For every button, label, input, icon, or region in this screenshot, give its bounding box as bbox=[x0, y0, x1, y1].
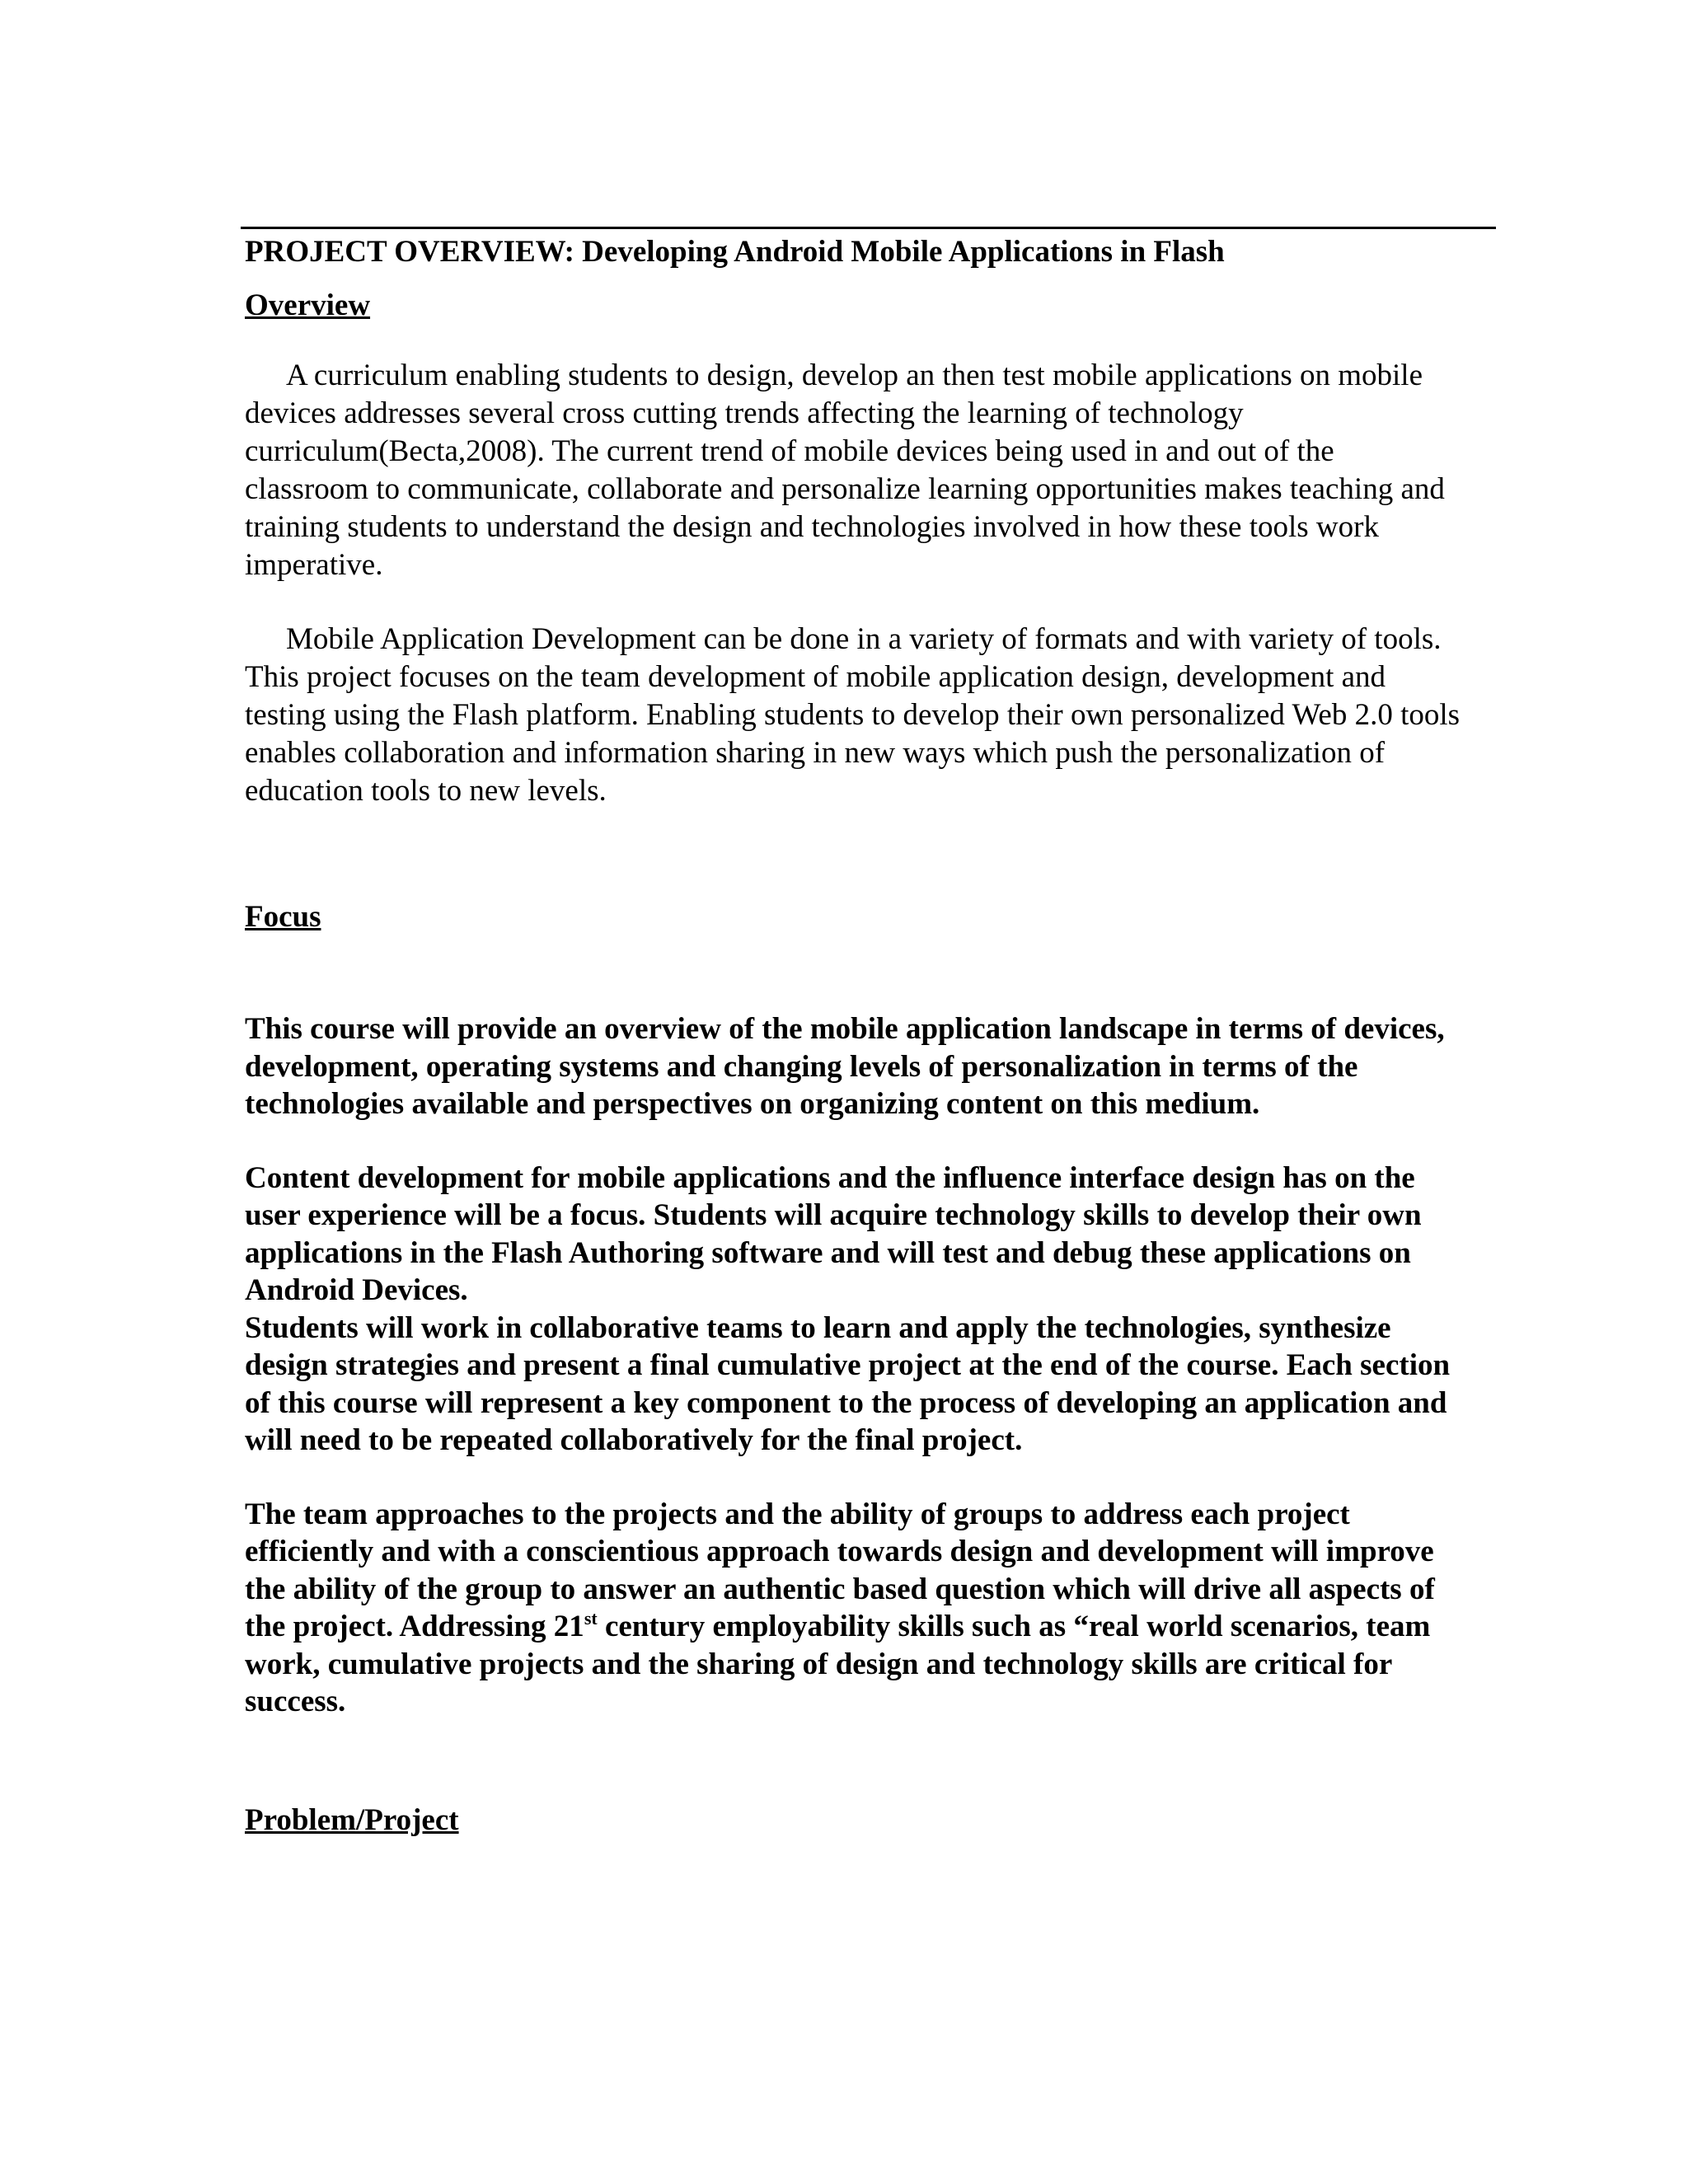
header-rule bbox=[241, 227, 1496, 229]
document-body bbox=[245, 232, 1465, 1840]
document-title: PROJECT OVERVIEW: Developing Android Mobile Applications in Flash bbox=[245, 235, 1225, 269]
focus-heading: Focus bbox=[245, 900, 321, 934]
focus-paragraph-3: Students will work in collaborative teams to learn and apply the technologies, synthesize design strategies and present a final cumulative project at the end of the course. Each section of this course will represent a key component to the process of developing an application and will need to be repeated collaboratively for the final project. bbox=[245, 1310, 1451, 1457]
focus-paragraph-2: Content development for mobile applications and the influence interface design has on the user experience will be a focus. Students will acquire technology skills to develop their own applications in the Flash Authoring software and will test and debug these applications on Android Devices. bbox=[245, 1160, 1422, 1307]
focus-paragraph-4-start: The team approaches to the projects and the ability of groups to address each project efficiently and with a conscientious approach towards design and development will improve the ability of the group to answer an authentic based question which will drive all aspects of the project. Addressing 21 bbox=[245, 1497, 1435, 1643]
focus-paragraph-4 bbox=[245, 1496, 1465, 1721]
overview-heading: Overview bbox=[245, 288, 371, 322]
overview-paragraph-2: Mobile Application Development can be done in a variety of formats and with variety of tools. This project focuses on the team development of mobile application design, development and testing using the Flash platform. Enabling students to develop their own personalized Web 2.0 tools enables collaboration and information sharing in new ways which push the personalization of education tools to new levels. bbox=[245, 622, 1461, 808]
problem-project-heading: Problem/Project bbox=[245, 1802, 459, 1837]
focus-paragraph-1: This course will provide an overview of the mobile application landscape in terms of devices, development, operating systems and changing levels of personalization in terms of the technologies available and perspectives on organizing content on this medium. bbox=[245, 1012, 1445, 1121]
ordinal-superscript: st bbox=[584, 1608, 598, 1629]
focus-paragraph-4-end: century employability skills such as “real world scenarios, team work, cumulative projects and the sharing of design and technology skills are critical for success. bbox=[245, 1610, 1431, 1718]
overview-paragraph-1: A curriculum enabling students to design, develop an then test mobile applications on mobile devices addresses several cross cutting trends affecting the learning of technology curriculum(Becta,2008). The current trend of mobile devices being used in and out of the classroom to communicate, collaborate and personalize learning opportunities makes teaching and training students to understand the design and technologies involved in how these tools work imperative. bbox=[245, 359, 1445, 582]
